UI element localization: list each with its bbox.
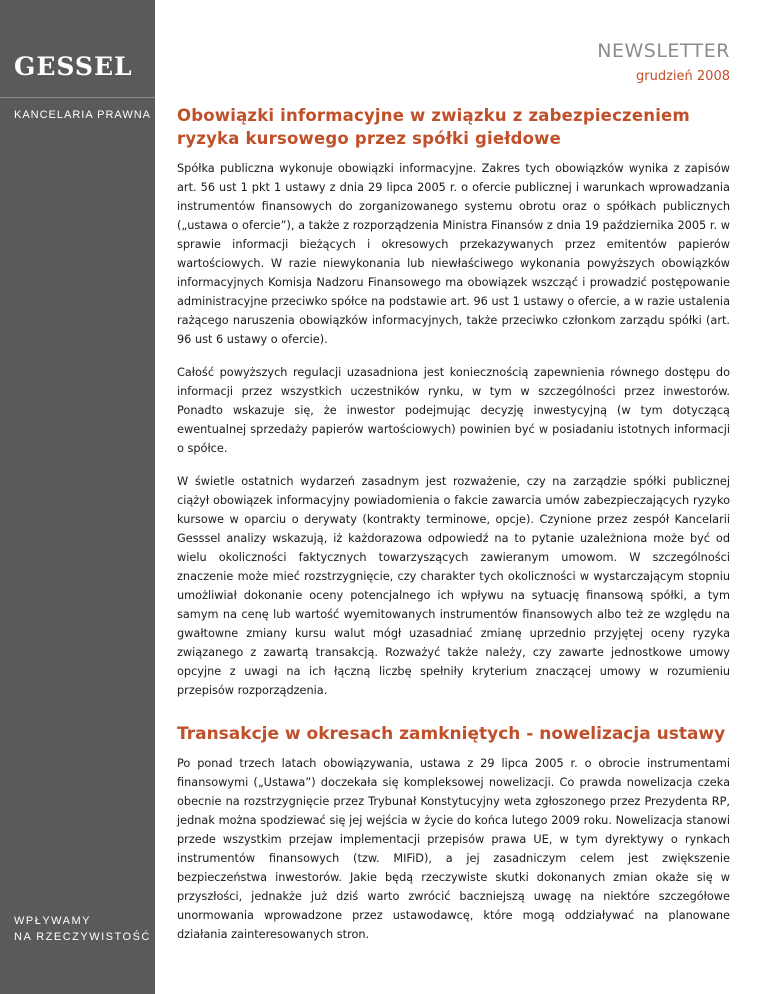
article-1-paragraph-3: W świetle ostatnich wydarzeń zasadnym jest rozważenie, czy na zarządzie spółki publicznej ciążył obowiązek informacyjny powiadomienia o fakcie zawarcia umów zabezpieczających ryzyko kursowe w oparciu o derywaty (kontrakty terminowe, opcje). Czynione przez zespół Kancelarii Gesssel analizy wskazują, iż każdorazowa odpowiedź na to pytanie uzależniona może być od wielu okoliczności faktycznych towarzyszących zawieranym umowom. W szczególności znaczenie może mieć rozstrzygnięcie, czy charakter tych okoliczności w wystarczającym stopniu umożliwiał dokonanie oceny potencjalnego ich wpływu na sytuację finansową spółki, a tym samym na cenę lub wartość wyemitowanych instrumentów finansowych albo też ze względu na gwałtowne zmiany kursu walut mógł uzasadniać zmianę uprzednio przyjętej oceny ryzyka związanego z zawartą transakcją. Rozważyć także należy, czy zawarte jednostkowe umowy opcyjne z uwagi na ich łączną liczbę spełniły kryterium znaczącej umowy w rozumieniu przepisów rozporządzenia. [177,475,730,697]
sidebar [0,0,155,994]
article-1-paragraph-2: Całość powyższych regulacji uzasadniona jest koniecznością zapewnienia równego dostępu do informacji przez wszystkich uczestników rynku, w tym w szczególności przez inwestorów. Ponadto wskazuje się, że inwestor podejmując decyzję inwestycyjną (w tym dotyczącą ewentualnej sprzedaży papierów wartościowych) powinien być w posiadaniu istotnych informacji o spółce. [177,366,730,455]
article-2-paragraph-1: Po ponad trzech latach obowiązywania, ustawa z 29 lipca 2005 r. o obrocie instrumentami finansowymi („Ustawa”) doczekała się kompleksowej nowelizacji. Co prawda nowelizacja czeka obecnie na rozstrzygnięcie przez Trybunał Konstytucyjny weta zgłoszonego przez Prezydenta RP, jednak można spodziewać się jej wejścia w życie do końca lutego 2009 roku. Nowelizacja stanowi przede wszystkim przejaw implementacji przepisów prawa UE, w tym dyrektywy o rynkach instrumentów finansowych (tzw. MIFiD), a jej zasadniczym celem jest zwiększenie bezpieczeństwa inwestorów. Jakie będą rzeczywiste skutki dokonanych zmian okaże się w przyszłości, jednakże już dziś warto zwrócić baczniejszą uwagę na niektóre szczegółowe unormowania wprowadzone przez ustawodawcę, które mogą oddziaływać na planowane działania zainteresowanych stron. [177,757,730,941]
tagline [14,913,151,945]
main-content [177,104,730,958]
newsletter-title: NEWSLETTER [597,40,730,62]
tagline-line-2: NA RZECZYWISTOŚĆ [14,931,151,943]
newsletter-date: grudzień 2008 [636,69,730,84]
article-1-paragraph-1: Spółka publiczna wykonuje obowiązki informacyjne. Zakres tych obowiązków wynika z zapisów art. 56 ust 1 pkt 1 ustawy z dnia 29 lipca 2005 r. o ofercie publicznej i warunkach wprowadzania instrumentów finansowych do zorganizowanego systemu obrotu oraz o spółkach publicznych („ustawa o ofercie”), a także z rozporządzenia Ministra Finansów z dnia 19 października 2005 r. w sprawie informacji bieżących i okresowych przekazywanych przez emitentów papierów wartościowych. W razie niewykonania lub niewłaściwego wykonania powyższych obowiązków informacyjnych Komisja Nadzoru Finansowego ma obowiązek wszcząć i prowadzić postępowanie administracyjne przeciwko spółce na podstawie art. 96 ust 1 ustawy o ofercie, a w razie ustalenia rażącego naruszenia obowiązków informacyjnych, także przeciwko członkom zarządu spółki (art. 96 ust 6 ustawy o ofercie). [177,162,730,346]
logo: GESSEL [14,52,133,81]
article-1-title: Obowiązki informacyjne w związku z zabezpieczeniem ryzyka kursowego przez spółki giełdowe [177,106,690,148]
tagline-line-1: WPŁYWAMY [14,915,91,927]
logo-divider [0,97,155,98]
firm-name: KANCELARIA PRAWNA [14,109,152,121]
article-2-title: Transakcje w okresach zamkniętych - nowelizacja ustawy [177,724,726,744]
